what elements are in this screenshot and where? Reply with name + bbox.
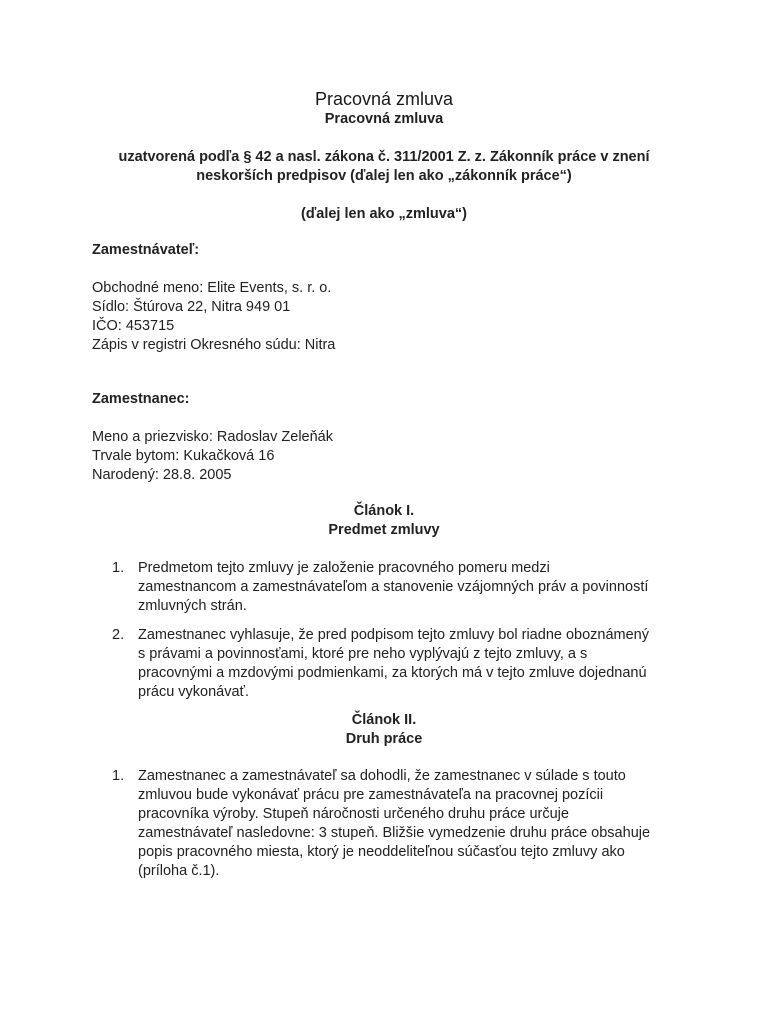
text-line: (príloha č.1).	[138, 863, 220, 879]
employee-details	[92, 428, 682, 485]
text-line: zamestnávateľ nasledovne: 3 stupeň. Bližšie vymedzenie druhu práce obsahuje	[138, 825, 651, 841]
list-item-text	[138, 626, 683, 702]
employee-born: Narodený: 28.8. 2005	[92, 467, 232, 483]
article-title: Druh práce	[345, 731, 423, 747]
text-line: zmluvných strán.	[138, 598, 247, 614]
text-line: popis pracovného miesta, ktorý je neoddeliteľnou súčasťou tejto zmluvy ako	[138, 844, 625, 860]
text-line: zamestnancom a zamestnávateľom a stanovenie vzájomných práv a povinností	[138, 579, 649, 595]
employee-name: Meno a priezvisko: Radoslav Zeleňák	[92, 429, 333, 445]
employer-label: Zamestnávateľ:	[92, 242, 200, 258]
list-marker: 2.	[112, 627, 125, 643]
employer-details	[92, 279, 682, 355]
employer-registry: Zápis v registri Okresného súdu: Nitra	[92, 337, 336, 353]
article-1-heading	[0, 502, 768, 540]
list-item-text	[138, 559, 683, 616]
text-line: pracovnými a mzdovými podmienkami, za ktorých má v tejto zmluve dojednanú	[138, 665, 647, 681]
text-line: pracovníka výroby. Stupeň náročnosti určeného druhu práce určuje	[138, 806, 569, 822]
list-marker: 1.	[112, 560, 125, 576]
text-line: Predmetom tejto zmluvy je založenie pracovného pomeru medzi	[138, 560, 550, 576]
text-line: Zamestnanec vyhlasuje, že pred podpisom tejto zmluvy bol riadne oboznámený	[138, 627, 649, 643]
employer-business-name: Obchodné meno: Elite Events, s. r. o.	[92, 280, 332, 296]
text-line: zmluvou bude vykonávať prácu pre zamestnávateľa na pracovnej pozícii	[138, 787, 604, 803]
employee-label: Zamestnanec:	[92, 391, 190, 407]
article-2-heading	[0, 711, 768, 749]
article-number: Článok I.	[353, 503, 415, 519]
list-item-text	[138, 767, 683, 881]
text-line: prácu vykonávať.	[138, 684, 250, 700]
defined-as-note: (ďalej len ako „zmluva“)	[301, 206, 467, 222]
article-title: Predmet zmluvy	[328, 522, 440, 538]
text-line: Zamestnanec a zamestnávateľ sa dohodli, že zamestnanec v súlade s touto	[138, 768, 626, 784]
article-number: Článok II.	[351, 712, 417, 728]
list-marker: 1.	[112, 768, 125, 784]
employer-ico: IČO: 453715	[92, 318, 175, 334]
legal-basis: uzatvorená podľa § 42 a nasl. zákona č. 311/2001 Z. z. Zákonník práce v znení neskorších predpisov (ďalej len ako „zákonník práce“)	[118, 149, 650, 184]
employee-residence: Trvale bytom: Kukačková 16	[92, 448, 275, 464]
employer-seat: Sídlo: Štúrova 22, Nitra 949 01	[92, 299, 291, 315]
document-title: Pracovná zmluva	[314, 89, 454, 109]
document-subtitle: Pracovná zmluva	[324, 111, 444, 127]
text-line: s právami a povinnosťami, ktoré pre neho vyplývajú z tejto zmluvy, a s	[138, 646, 588, 662]
